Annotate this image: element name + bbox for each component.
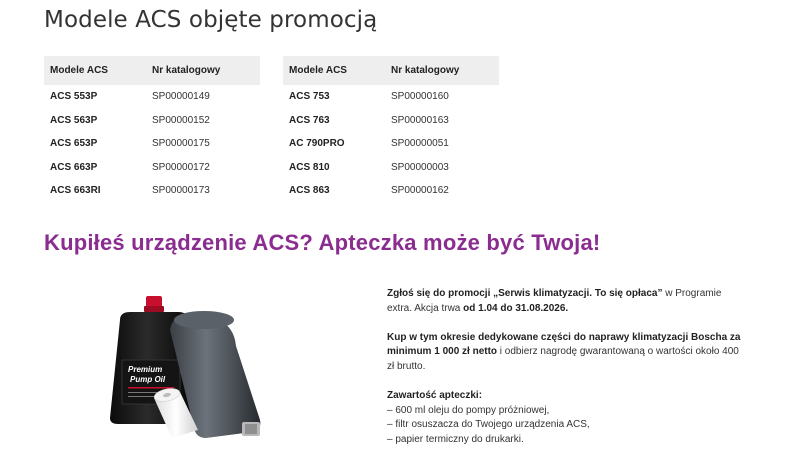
model-cell: ACS 663RI bbox=[50, 185, 101, 197]
catalog-cell: SP00000162 bbox=[391, 185, 449, 197]
table-row bbox=[283, 179, 499, 203]
model-cell: ACS 553P bbox=[50, 91, 98, 103]
promo-description bbox=[387, 287, 747, 448]
models-table-right bbox=[283, 56, 499, 203]
kit-list bbox=[387, 404, 747, 448]
column-header-catalog: Nr katalogowy bbox=[146, 56, 260, 85]
catalog-cell: SP00000051 bbox=[391, 138, 449, 150]
model-cell: ACS 753 bbox=[289, 91, 330, 103]
model-cell: ACS 763 bbox=[289, 114, 330, 126]
model-cell: AC 790PRO bbox=[289, 138, 345, 150]
list-item: – filtr osuszacza do Twojego urządzenia ACS, bbox=[387, 419, 590, 431]
catalog-cell: SP00000175 bbox=[152, 138, 210, 150]
model-cell: ACS 863 bbox=[289, 185, 330, 197]
catalog-cell: SP00000172 bbox=[152, 161, 210, 173]
table-row bbox=[283, 85, 499, 109]
column-header-model: Modele ACS bbox=[283, 56, 385, 85]
model-cell: ACS 663P bbox=[50, 161, 98, 173]
column-header-catalog: Nr katalogowy bbox=[385, 56, 499, 85]
list-item: – papier termiczny do drukarki. bbox=[387, 433, 524, 445]
catalog-cell: SP00000160 bbox=[391, 91, 449, 103]
kit-contents bbox=[387, 389, 747, 447]
table-row bbox=[44, 85, 260, 109]
table-row bbox=[283, 156, 499, 180]
kit-title: Zawartość apteczki: bbox=[387, 390, 483, 402]
promo-paragraph-2: Kup w tym okresie dedykowane części do naprawy klimatyzacji Boscha za minimum 1 000 zł netto i odbierz nagrodę gwarantowaną o wartości około 400 zł brutto. bbox=[387, 331, 741, 372]
product-image bbox=[100, 290, 290, 450]
column-header-model: Modele ACS bbox=[44, 56, 146, 85]
oil-label-line2: Pump Oil bbox=[130, 375, 166, 384]
catalog-cell: SP00000173 bbox=[152, 185, 210, 197]
table-row bbox=[283, 109, 499, 133]
model-cell: ACS 653P bbox=[50, 138, 98, 150]
catalog-cell: SP00000149 bbox=[152, 91, 210, 103]
catalog-cell: SP00000163 bbox=[391, 114, 449, 126]
list-item: – 600 ml oleju do pompy próżniowej, bbox=[387, 404, 550, 416]
promo-paragraph-1: Zgłoś się do promocji „Serwis klimatyzacji. To się opłaca” w Programie extra. Akcja trwa od 1.04 do 31.08.2026. bbox=[387, 288, 722, 314]
table-row bbox=[44, 132, 260, 156]
model-cell: ACS 810 bbox=[289, 161, 330, 173]
catalog-cell: SP00000003 bbox=[391, 161, 449, 173]
table-row bbox=[44, 156, 260, 180]
table-row bbox=[44, 179, 260, 203]
promo-headline: Kupiłeś urządzenie ACS? Apteczka może być Twoja! bbox=[44, 230, 601, 255]
catalog-cell: SP00000152 bbox=[152, 114, 210, 126]
table-row bbox=[283, 132, 499, 156]
oil-label-line1: Premium bbox=[128, 365, 163, 374]
table-header-row bbox=[283, 56, 499, 85]
table-header-row bbox=[44, 56, 260, 85]
section-title: Modele ACS objęte promocją bbox=[44, 7, 378, 33]
model-cell: ACS 563P bbox=[50, 114, 98, 126]
models-table-left bbox=[44, 56, 260, 203]
table-row bbox=[44, 109, 260, 133]
